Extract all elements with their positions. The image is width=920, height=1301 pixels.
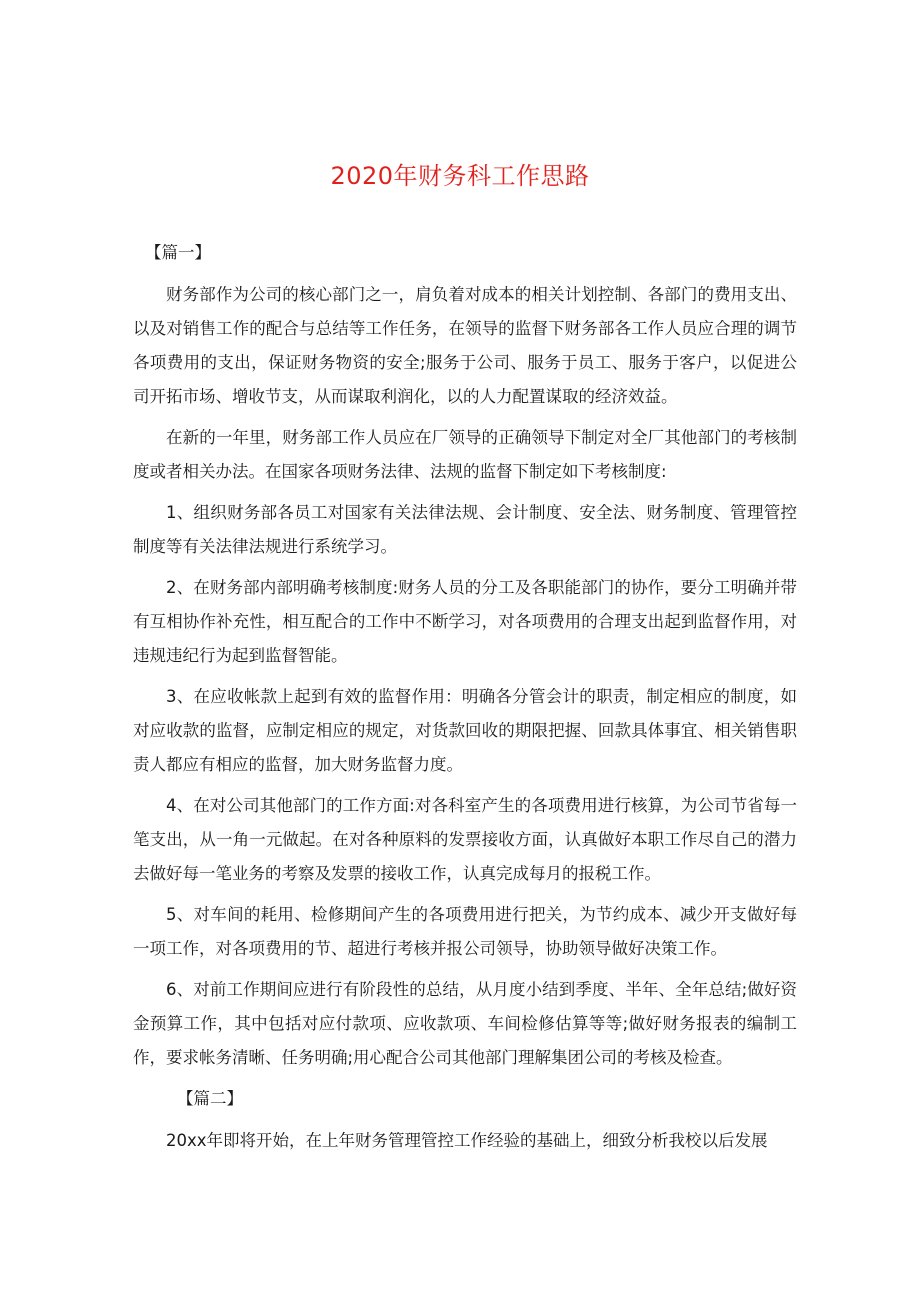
paragraph-item-2: 2、在财务部内部明确考核制度:财务人员的分工及各职能部门的协作，要分工明确并带有互相协作补充性，相互配合的工作中不断学习，对各项费用的合理支出起到监督作用，对违规违纪行为起到监督智能。 <box>133 578 797 665</box>
section-heading-2: 【篇二】 <box>177 1089 243 1108</box>
document-title: 2020年财务科工作思路 <box>330 162 590 190</box>
paragraph-new-year: 在新的一年里，财务部工作人员应在厂领导的正确领导下制定对全厂其他部门的考核制度或者相关办法。在国家各项财务法律、法规的监督下制定如下考核制度: <box>133 428 797 481</box>
paragraph-item-6: 6、对前工作期间应进行有阶段性的总结，从月度小结到季度、半年、全年总结;做好资金预算工作，其中包括对应付款项、应收款项、车间检修估算等等;做好财务报表的编制工作，要求帐务清晰、任务明确;用心配合公司其他部门理解集团公司的考核及检查。 <box>133 980 797 1067</box>
paragraph-intro: 财务部作为公司的核心部门之一，肩负着对成本的相关计划控制、各部门的费用支出、以及对销售工作的配合与总结等工作任务，在领导的监督下财务部各工作人员应合理的调节各项费用的支出，保证财务物资的安全;服务于公司、服务于员工、服务于客户，以促进公司开拓市场、增收节支，从而谋取利润化，以的人力配置谋取的经济效益。 <box>133 285 797 406</box>
document-body <box>133 236 797 1165</box>
section-heading-1: 【篇一】 <box>145 243 211 262</box>
paragraph-section-2: 20xx年即将开始，在上年财务管理管控工作经验的基础上，细致分析我校以后发展 <box>166 1131 768 1150</box>
paragraph-item-1: 1、组织财务部各员工对国家有关法律法规、会计制度、安全法、财务制度、管理管控制度等有关法律法规进行系统学习。 <box>133 503 797 556</box>
paragraph-item-4: 4、在对公司其他部门的工作方面:对各科室产生的各项费用进行核算，为公司节省每一笔支出，从一角一元做起。在对各种原料的发票接收方面，认真做好本职工作尽自己的潜力去做好每一笔业务的考察及发票的接收工作，认真完成每月的报税工作。 <box>133 796 797 883</box>
paragraph-item-3: 3、在应收帐款上起到有效的监督作用：明确各分管会计的职责，制定相应的制度，如对应收款的监督，应制定相应的规定，对货款回收的期限把握、回款具体事宜、相关销售职责人都应有相应的监督，加大财务监督力度。 <box>133 687 797 774</box>
paragraph-item-5: 5、对车间的耗用、检修期间产生的各项费用进行把关，为节约成本、减少开支做好每一项工作，对各项费用的节、超进行考核并报公司领导，协助领导做好决策工作。 <box>133 905 797 958</box>
